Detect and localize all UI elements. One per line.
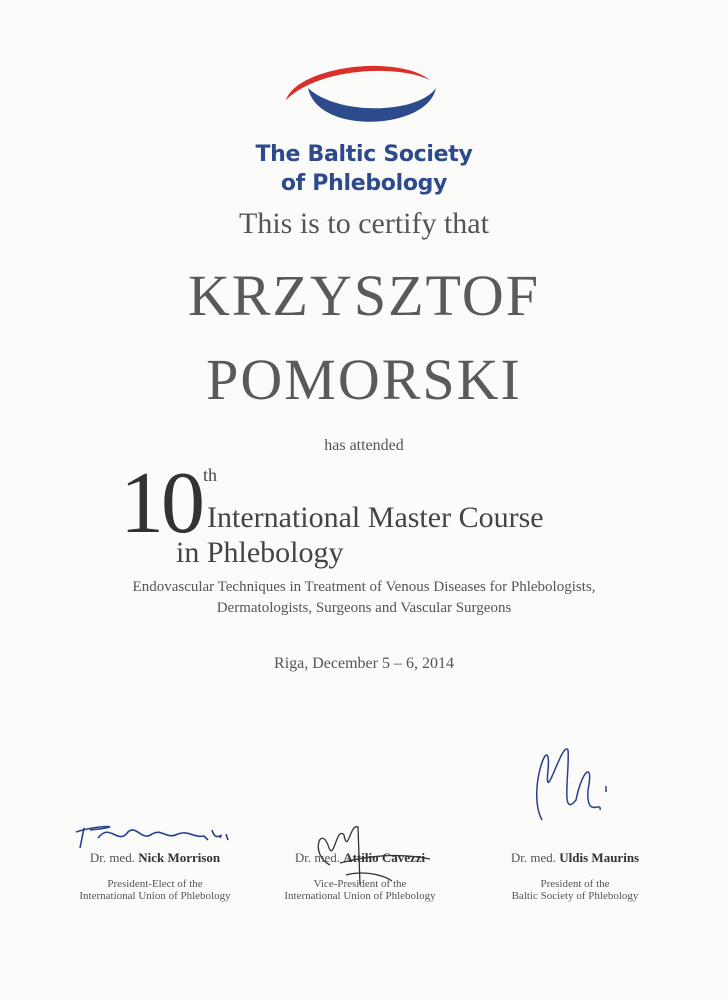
signatory-prefix: Dr. med.	[510, 850, 557, 865]
signatory-morrison	[40, 850, 270, 902]
logo-blue-arc	[308, 88, 436, 122]
signatory-role-line1: President of the	[540, 878, 610, 890]
recipient-first-name: KRZYSZTOF	[187, 263, 541, 328]
signatory-role-line2: Baltic Society of Phlebology	[511, 890, 639, 902]
course-number: 10	[120, 455, 202, 552]
signatory-role	[40, 878, 270, 902]
society-logo	[278, 58, 438, 143]
signatory-cavezzi	[245, 850, 475, 902]
signatory-name-line	[245, 850, 475, 866]
course-title-line1: International Master Course	[207, 501, 544, 534]
attended-text: has attended	[324, 437, 404, 454]
signatory-role	[460, 878, 690, 902]
signatory-role-line1: Vice-President of the	[313, 878, 407, 890]
logo-red-arc	[286, 66, 430, 100]
signatory-name: Attilio Cavezzi	[343, 850, 426, 865]
signatory-role-line2: International Union of Phlebology	[79, 890, 231, 902]
signatory-name-line	[40, 850, 270, 866]
signatory-role-line2: International Union of Phlebology	[284, 890, 436, 902]
signatory-name: Nick Morrison	[138, 850, 221, 865]
course-subtitle-line2: Dermatologists, Surgeons and Vascular Surgeons	[216, 600, 512, 616]
place-and-date: Riga, December 5 – 6, 2014	[274, 655, 454, 672]
signatory-role-line1: President-Elect of the	[107, 878, 203, 890]
signatory-name-line	[460, 850, 690, 866]
course-ordinal-suffix: th	[203, 465, 218, 485]
certify-text: This is to certify that	[239, 207, 489, 240]
course-title-line2: in Phlebology	[176, 536, 344, 569]
recipient-last-name: POMORSKI	[206, 347, 522, 412]
signatory-name: Uldis Maurins	[559, 850, 640, 865]
organization-name-line2: of Phlebology	[280, 171, 448, 196]
organization-name-line1: The Baltic Society	[255, 142, 473, 167]
signatory-prefix: Dr. med.	[294, 850, 340, 865]
signature-maurins	[522, 730, 612, 830]
course-subtitle-line1: Endovascular Techniques in Treatment of Venous Diseases for Phlebologists,	[132, 579, 596, 595]
signatory-role	[245, 878, 475, 902]
signatory-prefix: Dr. med.	[89, 850, 135, 865]
signatory-maurins	[460, 850, 690, 902]
